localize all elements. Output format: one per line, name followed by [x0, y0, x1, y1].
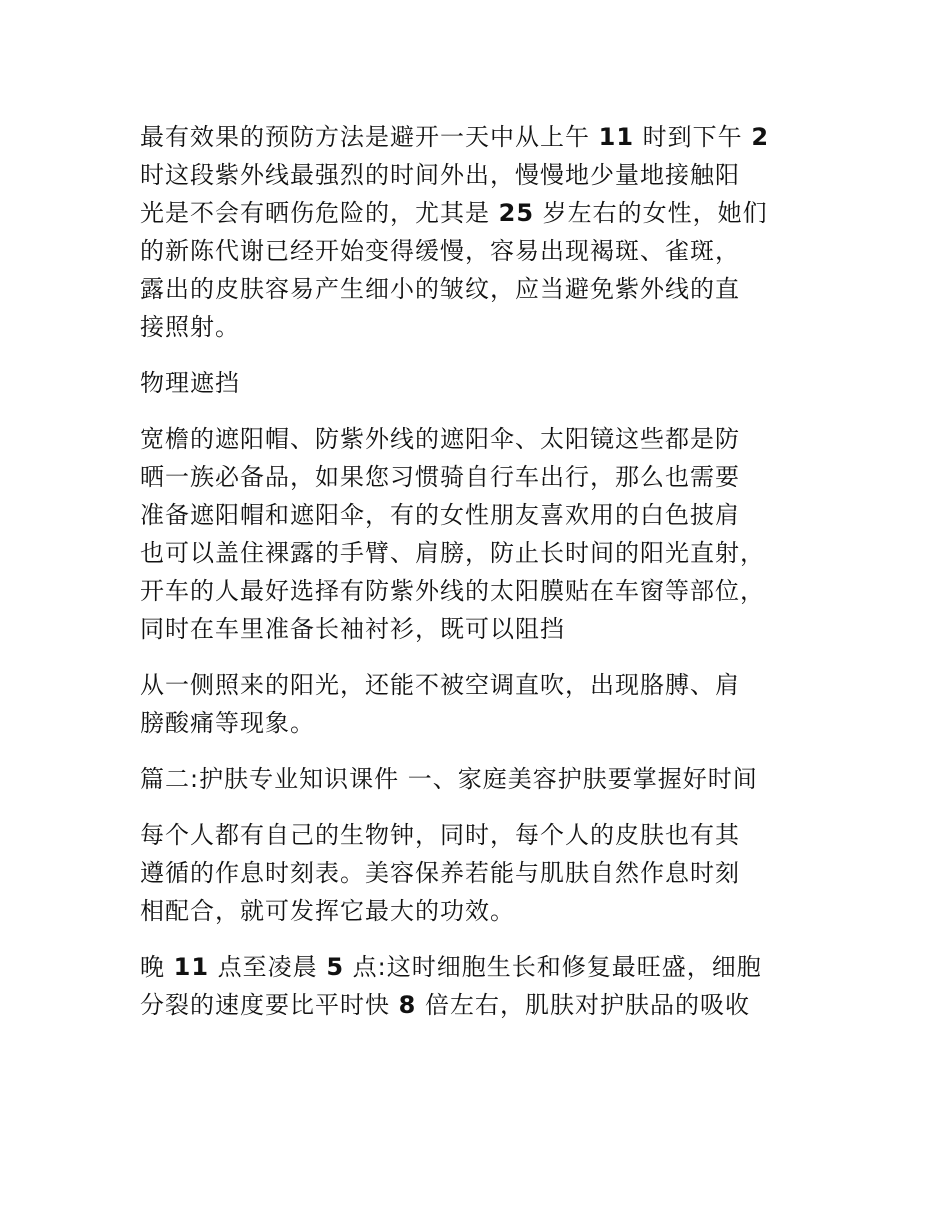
text-segment: 开车的人最好选择有防紫外线的太阳膜贴在车窗等部位， [140, 577, 765, 605]
text-segment: 准备遮阳帽和遮阳伞，有的女性朋友喜欢用的白色披肩 [140, 501, 740, 529]
text-segment: 同时在车里准备长袖衬衫，既可以阻挡 [140, 615, 565, 643]
text-line [140, 986, 820, 1024]
text-segment: 每个人都有自己的生物钟，同时，每个人的皮肤也有其 [140, 821, 740, 849]
text-line [140, 666, 820, 704]
text-line [140, 156, 820, 194]
text-line [140, 816, 820, 854]
text-segment: 岁左右的女性，她们 [534, 199, 768, 227]
text-line [140, 496, 820, 534]
text-segment: 晚 [140, 953, 174, 981]
text-line [140, 232, 820, 270]
text-line [140, 420, 820, 458]
text-segment: 倍左右，肌肤对护肤品的吸收 [416, 991, 750, 1019]
bold-number: 5 [326, 953, 345, 981]
bold-number: 2 [751, 123, 770, 151]
bold-number: 11 [598, 123, 635, 151]
bold-number: 8 [398, 991, 417, 1019]
text-line [140, 118, 820, 156]
text-segment: 膀酸痛等现象。 [140, 709, 315, 737]
text-segment: 篇二:护肤专业知识课件 一、家庭美容护肤要掌握好时间 [140, 765, 758, 793]
document-body [140, 118, 820, 1042]
text-segment: 的新陈代谢已经开始变得缓慢，容易出现褐斑、雀斑， [140, 237, 740, 265]
text-segment: 晒一族必备品，如果您习惯骑自行车出行，那么也需要 [140, 463, 740, 491]
paragraph [140, 948, 820, 1024]
paragraph [140, 816, 820, 930]
bold-number: 11 [173, 953, 210, 981]
text-line [140, 364, 820, 402]
paragraph [140, 666, 820, 742]
text-line [140, 270, 820, 308]
paragraph [140, 364, 820, 402]
text-line [140, 892, 820, 930]
text-line [140, 854, 820, 892]
text-segment: 时这段紫外线最强烈的时间外出，慢慢地少量地接触阳 [140, 161, 740, 189]
text-segment: 最有效果的预防方法是避开一天中从上午 [140, 123, 599, 151]
paragraph [140, 760, 820, 798]
paragraph [140, 420, 820, 648]
text-segment: 接照射。 [140, 313, 240, 341]
text-segment: 点至凌晨 [209, 953, 327, 981]
text-segment: 相配合，就可发挥它最大的功效。 [140, 897, 515, 925]
text-segment: 光是不会有晒伤危险的，尤其是 [140, 199, 499, 227]
text-segment: 从一侧照来的阳光，还能不被空调直吹，出现胳膊、肩 [140, 671, 740, 699]
text-line [140, 610, 820, 648]
text-segment: 宽檐的遮阳帽、防紫外线的遮阳伞、太阳镜这些都是防 [140, 425, 740, 453]
text-segment: 露出的皮肤容易产生细小的皱纹，应当避免紫外线的直 [140, 275, 740, 303]
paragraph [140, 118, 820, 346]
text-line [140, 458, 820, 496]
text-segment: 分裂的速度要比平时快 [140, 991, 399, 1019]
text-line [140, 534, 820, 572]
text-segment: 遵循的作息时刻表。美容保养若能与肌肤自然作息时刻 [140, 859, 740, 887]
text-segment: 时到下午 [634, 123, 752, 151]
bold-number: 25 [498, 199, 535, 227]
text-line [140, 704, 820, 742]
text-line [140, 760, 820, 798]
text-line [140, 572, 820, 610]
text-segment: 点:这时细胞生长和修复最旺盛，细胞 [344, 953, 762, 981]
text-segment: 物理遮挡 [140, 369, 240, 397]
text-line [140, 308, 820, 346]
text-segment: 也可以盖住裸露的手臂、肩膀，防止长时间的阳光直射， [140, 539, 765, 567]
text-line [140, 194, 820, 232]
text-line [140, 948, 820, 986]
